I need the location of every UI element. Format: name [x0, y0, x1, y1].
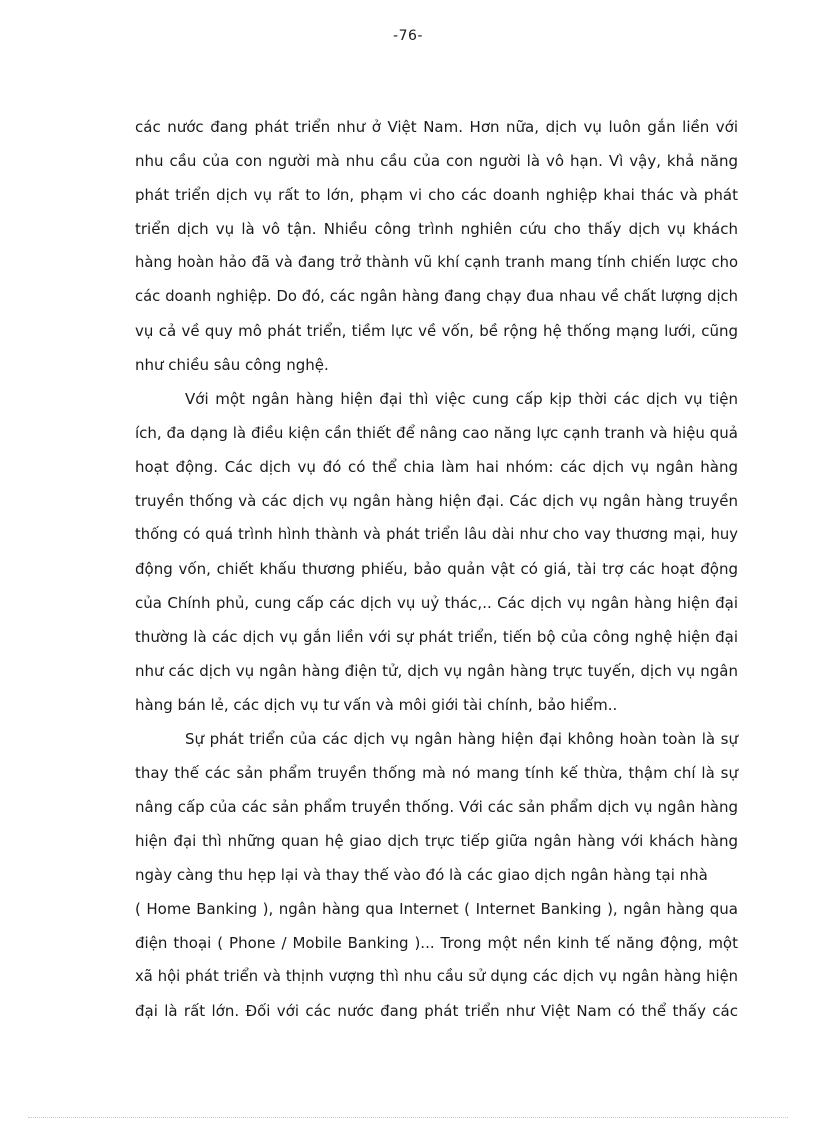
text-line: ngày càng thu hẹp lại và thay thế vào đó là các giao dịch ngân hàng tại nhà — [135, 866, 708, 884]
text-line: xã hội phát triển và thịnh vượng thì nhu cầu sử dụng các dịch vụ ngân hàng hiện — [135, 968, 738, 985]
text-line: hoạt động. Các dịch vụ đó có thể chia làm hai nhóm: các dịch vụ ngân hàng — [135, 458, 738, 476]
text-line: Sự phát triển của các dịch vụ ngân hàng hiện đại không hoàn toàn là sự — [185, 730, 738, 748]
text-line: nâng cấp của các sản phẩm truyền thống. Với các sản phẩm dịch vụ ngân hàng — [135, 798, 738, 816]
text-line: hiện đại thì những quan hệ giao dịch trực tiếp giữa ngân hàng với khách hàng — [135, 832, 738, 850]
text-line: phát triển dịch vụ rất to lớn, phạm vi cho các doanh nghiệp khai thác và phát — [135, 186, 738, 204]
page-bottom-divider — [28, 1117, 788, 1118]
text-line: động vốn, chiết khấu thương phiếu, bảo quản vật có giá, tài trợ các hoạt động — [135, 560, 738, 578]
text-line: thống có quá trình hình thành và phát triển lâu dài như cho vay thương mại, huy — [135, 526, 738, 543]
text-line: các doanh nghiệp. Do đó, các ngân hàng đang chạy đua nhau về chất lượng dịch — [135, 288, 738, 305]
text-line: đại là rất lớn. Đối với các nước đang phát triển như Việt Nam có thể thấy các — [135, 1002, 738, 1020]
text-line: như chiều sâu công nghệ. — [135, 356, 329, 374]
text-line: ích, đa dạng là điều kiện cần thiết để nâng cao năng lực cạnh tranh và hiệu quả — [135, 424, 738, 442]
page-number: -76- — [393, 28, 423, 44]
text-line: như các dịch vụ ngân hàng điện tử, dịch vụ ngân hàng trực tuyến, dịch vụ ngân — [135, 662, 738, 680]
text-line: thay thế các sản phẩm truyền thống mà nó mang tính kế thừa, thậm chí là sự — [135, 764, 738, 782]
text-line: Với một ngân hàng hiện đại thì việc cung cấp kịp thời các dịch vụ tiện — [185, 390, 738, 408]
text-line: các nước đang phát triển như ở Việt Nam. Hơn nữa, dịch vụ luôn gắn liền với — [135, 118, 738, 136]
text-line: hàng hoàn hảo đã và đang trở thành vũ khí cạnh tranh mang tính chiến lược cho — [135, 254, 738, 271]
text-line: truyền thống và các dịch vụ ngân hàng hiện đại. Các dịch vụ ngân hàng truyền — [135, 492, 738, 510]
text-line: thường là các dịch vụ gắn liền với sự phát triển, tiến bộ của công nghệ hiện đại — [135, 628, 738, 646]
text-line: ( Home Banking ), ngân hàng qua Internet ( Internet Banking ), ngân hàng qua — [135, 900, 738, 918]
text-line: hàng bán lẻ, các dịch vụ tư vấn và môi giới tài chính, bảo hiểm.. — [135, 696, 618, 714]
text-line: điện thoại ( Phone / Mobile Banking )... Trong một nền kinh tế năng động, một — [135, 934, 738, 952]
text-line: nhu cầu của con người mà nhu cầu của con người là vô hạn. Vì vậy, khả năng — [135, 152, 738, 170]
text-line: vụ cả về quy mô phát triển, tiềm lực về vốn, bề rộng hệ thống mạng lưới, cũng — [135, 322, 738, 340]
text-line: triển dịch vụ là vô tận. Nhiều công trình nghiên cứu cho thấy dịch vụ khách — [135, 220, 738, 238]
text-line: của Chính phủ, cung cấp các dịch vụ uỷ thác,.. Các dịch vụ ngân hàng hiện đại — [135, 594, 738, 612]
